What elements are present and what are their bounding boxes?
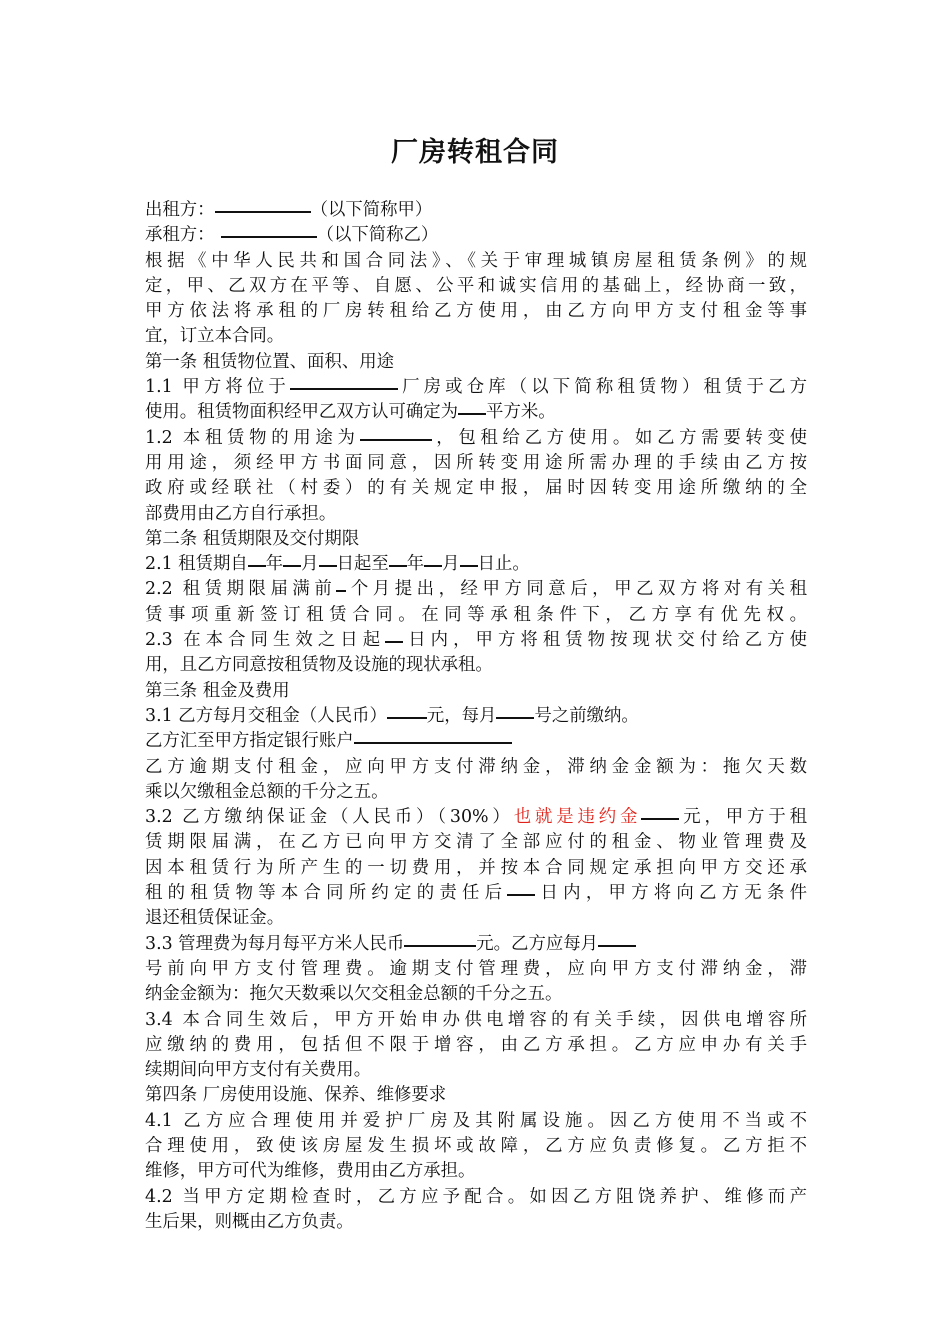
text-line: 用，且乙方同意按租赁物及设施的现状承租。 (145, 655, 493, 676)
text-line: 2.3 在本合同生效之日起 日内，甲方将租赁物按现状交付给乙方使 (145, 630, 807, 651)
text-line: 第二条 租赁期限及交付期限 (145, 528, 360, 549)
blank-underline (360, 439, 432, 441)
text-line: 宜，订立本合同。 (145, 326, 285, 347)
text-line: 定，甲、乙双方在平等、自愿、公平和诚实信用的基础上，经协商一致， (145, 275, 807, 296)
text-line: 4.2 当甲方定期检查时，乙方应予配合。如因乙方阻饶养护、维修而产 (145, 1186, 807, 1207)
text-line: 出租方： （以下简称甲） (145, 200, 433, 220)
text-line: 号前向甲方支付管理费。逾期支付管理费，应向甲方支付滞纳金，滞 (145, 958, 807, 979)
blank-underline (215, 211, 311, 213)
blank-underline (283, 565, 301, 567)
text-line: 3.1 乙方每月交租金（人民币） 元，每月 号之前缴纳。 (145, 705, 639, 726)
blank-underline (507, 894, 535, 896)
blank-underline (221, 236, 317, 238)
text-line: 使用。租赁物面积经甲乙双方认可确定为 平方米。 (145, 402, 556, 423)
text-line: 3.3 管理费为每月每平方米人民币 元。乙方应每月 (145, 932, 807, 957)
text-line: 甲方依法将承租的厂房转租给乙方使用，由乙方向甲方支付租金等事 (145, 301, 807, 322)
highlighted-note: 也就是违约金 (513, 807, 642, 828)
text-line: 生后果，则概由乙方负责。 (145, 1211, 354, 1232)
text-line: 政府或经联社（村委）的有关规定申报，届时因转变用途所缴纳的全 (145, 478, 807, 499)
blank-underline (385, 641, 403, 643)
text-line: 1.1 甲方将位于 厂房或仓库（以下简称租赁物）租赁于乙方 (145, 377, 807, 398)
blank-underline (354, 742, 512, 744)
text-line: 根据《中华人民共和国合同法》、《关于审理城镇房屋租赁条例》的规 (145, 250, 807, 271)
text-line: 维修，甲方可代为维修，费用由乙方承担。 (145, 1161, 476, 1182)
text-line: 2.2 租赁期限届满前 个月提出，经甲方同意后，甲乙双方将对有关租 (145, 579, 807, 600)
blank-underline (319, 565, 337, 567)
text-line: 纳金金额为：拖欠天数乘以欠交租金总额的千分之五。 (145, 984, 563, 1005)
text-line: 赁期限届满，在乙方已向甲方交清了全部应付的租金、物业管理费及 (145, 832, 807, 853)
text-line: 应缴纳的费用，包括但不限于增容，由乙方承担。乙方应申办有关手 (145, 1034, 807, 1055)
document-title: 厂房转租合同 (391, 137, 559, 168)
text-line: 乘以欠缴租金总额的千分之五。 (145, 781, 389, 802)
text-line: 因本租赁行为所产生的一切费用，并按本合同规定承担向甲方交还承 (145, 857, 807, 878)
text-line: 退还租赁保证金。 (145, 908, 285, 929)
blank-underline (424, 565, 442, 567)
blank-underline (248, 565, 266, 567)
blank-underline (496, 717, 534, 719)
text-line: 乙方汇至甲方指定银行账户 (145, 729, 807, 754)
text-line: 1.2 本租赁物的用途为 ，包租给乙方使用。如乙方需要转变使 (145, 427, 807, 448)
text-line: 3.4 本合同生效后，甲方开始申办供电增容的有关手续，因供电增容所 (145, 1009, 807, 1030)
text-line: 用用途，须经甲方书面同意，因所转变用途所需办理的手续由乙方按 (145, 452, 807, 473)
blank-underline (641, 818, 679, 820)
text-line: 合理使用，致使该房屋发生损坏或故障，乙方应负责修复。乙方拒不 (145, 1135, 807, 1156)
blank-underline (290, 388, 398, 390)
text-line: 租的租赁物等本合同所约定的责任后 日内，甲方将向乙方无条件 (145, 883, 807, 904)
text-line: 赁事项重新签订租赁合同。在同等承租条件下，乙方享有优先权。 (145, 604, 807, 625)
text-line: 乙方逾期支付租金，应向甲方支付滞纳金，滞纳金金额为：拖欠天数 (145, 756, 807, 777)
text-line: 第三条 租金及费用 (145, 680, 290, 701)
text-line: 部费用由乙方自行承担。 (145, 503, 337, 524)
blank-underline (336, 590, 346, 592)
contract-body (145, 198, 807, 1235)
text-line: 承租方： （以下简称乙） (145, 225, 439, 246)
text-line: 第四条 厂房使用设施、保养、维修要求 (145, 1085, 447, 1106)
blank-underline (389, 565, 407, 567)
blank-underline (460, 565, 478, 567)
text-line: 4.1 乙方应合理使用并爱护厂房及其附属设施。因乙方使用不当或不 (145, 1110, 807, 1131)
text-line: 第一条 租赁物位置、面积、用途 (145, 351, 394, 372)
text-line: 3.2 乙方缴纳保证金（人民币）（30%）也就是违约金 元，甲方于租 (145, 807, 807, 828)
blank-underline (598, 945, 636, 947)
text-line: 续期间向甲方支付有关费用。 (145, 1060, 372, 1081)
blank-underline (404, 945, 476, 947)
text-line: 2.1 租赁期自 年 月 日起至 年 月 日止。 (145, 554, 530, 575)
blank-underline (387, 717, 427, 719)
blank-underline (458, 413, 486, 415)
